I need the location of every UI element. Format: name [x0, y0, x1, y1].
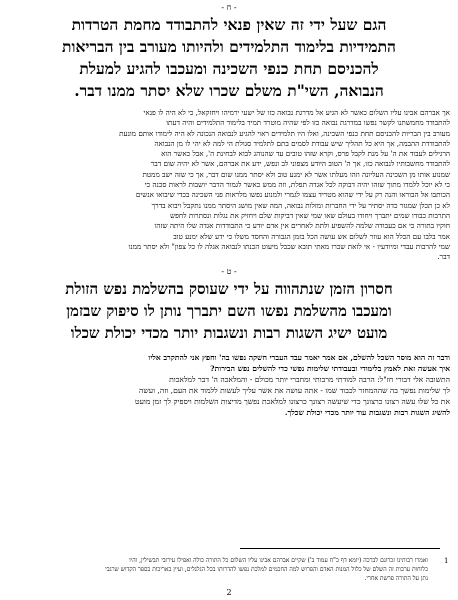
section-body-h — [8, 108, 450, 262]
title-line: הגם שעל ידי זה שאין פנאי להתבודד מחמת הטרדות — [71, 15, 387, 34]
title-line: התמידיות בלימוד התלמידים ולהיותו מעורב בין הבריאות — [62, 37, 396, 56]
body-line: לך שלימות נפשך בה שההמחזר לכבוד שמו - אתה עושה את אשר עליך לעשות ללמוד את העם, וזה, ועשה — [139, 386, 450, 395]
body-line: הרגילים לעבוד את ה' על מנת לקבל פרס, וקרא שזהו טובים עד שהנוהג לבוא לבחינת ה', אבל כאשר הוא — [161, 149, 450, 159]
footnote-line: ואמרו רבותינו זכרונם לברכה (יומא דף כ"ח עמוד ב') שקיים אברהם אבינו עליו השלום כל התורה כולה ואפילו עירובי תבשילין, והיו — [129, 557, 428, 564]
body-line: כי לא יוכל ללמדו מתוך שזהו יהיה דבוקה לכל אגדה תפלת, וזה ממש כאשר לגמור הדבר יושבות לראות סכנה כי — [144, 180, 450, 190]
body-line: שמנוע אותו מן השכינה העליונה וזהו מעלתו אשר לא ימנע טוב ולא יסתר ממנו שום דבר, אך כי שזה ישב ממטת — [142, 169, 450, 179]
footnote-divider — [240, 548, 440, 549]
section-number-h: - ח - — [221, 3, 237, 12]
section-number-t: - ט - — [221, 267, 237, 276]
body-line: אך אברהם אבינו עליו השלום כאשר לא הגיע אל מדרגת נבואה כזו של ישעי ירמיהו ויחזקאל, כי לא היה לו פנאי — [143, 108, 450, 117]
title-line: הנבואה, השי"ת משלם שכרו שלא יסתר ממנו דבר. — [74, 81, 384, 100]
body-line: ודבר זה הוא מוסר השכל להשלם, אם אמר יאמר עבד העברי חשקה נפשו בה' וחפץ אני להתקרב אליו — [148, 353, 450, 362]
body-line: דבר. — [437, 252, 450, 262]
body-line: חוקיו בתורה כי אם כעבודה שלמה להשפיע ולתת לאחרים אין אדם יודע כי התבודדות אגדה שלו היתה שזהו — [154, 221, 450, 231]
title-line: ומעכבו מהשלמת נפשו השם יתברך נותן לו סיפוק שבזמן — [66, 302, 392, 320]
body-line: לא כן תכלן שמגזר כדה יסתיר על ידי החברות ומזלות נבואה, המה שאין מושג היסתר ממנו נתקבל ויבוא בדרך — [151, 200, 450, 210]
title-line: להכניסם תחת כנפי השכינה ומעכבו להגיע למעלת — [79, 59, 379, 78]
body-line: איך אעשה זאת לאמץ בלימודי ובעבודתי שלימות נפשי כדי להשלים נפש הבירות? — [210, 364, 450, 373]
section-body-t — [8, 352, 450, 418]
body-line: להתבודד מחמשתנו לקשר נפשו במדרגת נבואה כזו לפי שהיה מוטרד תמיד בלימוד התלמידים והיה דעתו — [166, 118, 450, 128]
body-line: את כל שלו עשה רצונו כרצונך כדי שיעשה רצונך כרצונו למלאכת נפשך מדיצות השלמות ויספיק לך זמן מועט — [135, 397, 450, 406]
body-line: להתבודד מחשבותיו לנבואה כזו, אך ה' הטוב היודע מצפוני לב ונפש, ידע את אברהם, אשר לא יהיה שום דבר — [150, 159, 450, 169]
section-title-t — [8, 278, 450, 344]
footnote-line: נתן על התורה פרשת אחרי. — [364, 575, 428, 582]
body-line: הכותבו אל הבוראו והנה רק על ידי שהוא מטריד עצמו לגמרי ולמנוע נפשו מלראות פני השכינה בכדי שיבואו אנשים — [135, 190, 450, 200]
footnote-marker: 1 — [444, 557, 449, 565]
body-line: להשיג השגות רבות ונשגבות עוד יותר מכדי יכולת שכלך. — [284, 408, 450, 417]
footnote-line: כלוחות ערבות זה השלם של כלול המנות האדם והפרוש למה החכמים למלכת נפשו להדרותו בכל הגלגלים, ועיין באריכות בספר הקדוש שרגבי — [105, 566, 428, 573]
body-line: שמי להרבות עבדי ומיודעיו - אי לזאת שכרו מאתי תובא שכבל מיעוט הכנתו לנבואה אגלה לו כל צפון" ולא יסתר ממנו — [128, 241, 450, 251]
title-line: מועט ישיג השגות רבות ונשגבות יותר מכדי יכולת שכלו — [70, 324, 388, 342]
body-line: אמר בלבו עם הכלל הוא עוזר לשלום אש עושה הכל בזמן הגבורה והחסד משלו כי ידע שלא ימנע טוב — [173, 231, 450, 241]
body-line: להתבודדת ההבמה, אך היא כל תהליך שיש עבודת לסמים בתם לתלמיד סגולת הי למה לא יהי לו מן הנבואה — [154, 138, 450, 148]
body-line: התשובה אלי דבורי חז"ל: הרבה למודתי מרבותי ומחברי יותר מכולם - והמלאכה ה' דבר למלאכות — [169, 375, 450, 384]
section-title-h — [8, 14, 450, 102]
title-line: חסרון הזמן שנתהווה על ידי שעוסק בהשלמת נפש הזולת — [65, 280, 393, 298]
page-number: 2 — [226, 588, 232, 597]
body-line: מעורב בין הבריות להכניסם תחת כנפי השכינה, ואלו היו תלמידים ראוי להגיע לנבואה הנכונה לא היה לימודו אותם מונעת — [119, 128, 450, 138]
body-line: התרבות כבודו שמים יתברך ויחודו בעולם שאו שמי שאין דביקות שלם ויחזיק את נגלות ונסתרות לחפש — [170, 210, 450, 220]
footnote — [8, 556, 428, 583]
